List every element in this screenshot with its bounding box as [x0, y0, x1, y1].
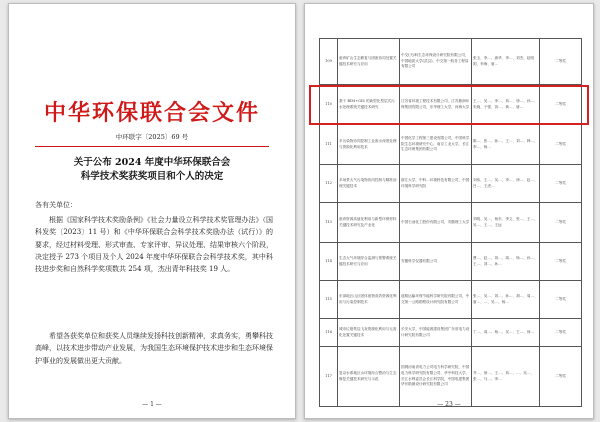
- award-level: 二等奖: [540, 243, 582, 281]
- document-page-right: [304, 3, 594, 419]
- organizations: 安徽科学仪器有限公司: [400, 243, 472, 281]
- contributors: 张玉、李…、唐华、李…、刘杰、赵明明、李海、唐…: [472, 39, 540, 85]
- project-name: 基于 BIM+GIS 的新型化型层式污水处理系统关键技术研究: [338, 85, 400, 125]
- organizations: 道路运输环保节能科学研究院有限公司，中交第一公路勘察设计研究院有限公司: [400, 281, 472, 319]
- contributors: 陈…、张…、孙…、王…、刘…、韩…、李…、杨…: [472, 125, 540, 165]
- row-number: 116: [320, 319, 338, 347]
- page-number-right: — 23 —: [437, 401, 461, 408]
- title-line-1: 关于公布 2024 年度中华环保联合会: [73, 157, 231, 168]
- contributors: 丁…、周…、杨…、吴…、王…、徐…: [472, 319, 540, 347]
- contributors: 张…、吴…、刘…、孙…、胡…、周…、唐…、…、吴…、杨…: [472, 281, 540, 319]
- row-number: 115: [320, 281, 338, 319]
- organizations: 长安大学，中国能源建设集团广东省电力设计研究院有限公司: [400, 319, 472, 347]
- project-name: 废弃资源高值化利用与新型环保材料关键技术研究及产业化: [338, 203, 400, 243]
- award-level: 二等奖: [540, 319, 582, 347]
- row-number: 109: [320, 39, 338, 85]
- award-level: 二等奖: [540, 203, 582, 243]
- row-number: 114: [320, 243, 338, 281]
- table-row: [320, 281, 582, 319]
- highlight-box: [309, 85, 589, 125]
- contributors: 齐…、徐…、王…、刘…、…、吴…、张…、马…、李…: [472, 347, 540, 407]
- row-number: 112: [320, 165, 338, 203]
- contributors: 刘明、吴…、杨东、李文、张…、王…、吴…、王…、王远: [472, 203, 540, 243]
- award-level: 二等奖: [540, 281, 582, 319]
- organizations: 江苏省环境工程技术有限公司，江苏鼎润环保集团有限公司，东华理工大学，河海大学: [400, 85, 472, 125]
- contributors: 曹…、赵…、刘…、周…、杨…、孙…、王…、刘…、孙…: [472, 243, 540, 281]
- title-line-2: 科学技术奖获奖项目和个人的决定: [80, 171, 224, 182]
- organizations: 国网河南省电力公司电力科学研究院，中国电力科学研究院有限公司，华中科技大学，长江水利委员会长江科学院，中国电建集团华东勘测设计研究院有限公司: [400, 347, 472, 407]
- document-number: 中环联字〔2025〕69 号: [115, 133, 189, 141]
- project-name: 生态大气环境综合监测与预警系统关键技术研究与应用: [338, 243, 400, 281]
- document-page-left: [8, 3, 296, 419]
- page-number-left: — 1 —: [142, 401, 162, 408]
- project-name: 城市垃圾焚烧飞灰资源化利用与无害化处置关键技术: [338, 319, 400, 347]
- document-title: [29, 156, 275, 184]
- table-row: [320, 165, 582, 203]
- award-level: 二等奖: [540, 85, 582, 125]
- contributors: 王…、吴…、李…、刘…、徐…、孙…、朱晓、于强、刘…、黄…、唐…: [472, 85, 540, 125]
- greeting: 各有关单位：: [35, 201, 77, 209]
- table-row: [320, 203, 582, 243]
- table-row: [320, 39, 582, 85]
- body-paragraph-1: 根据《国家科学技术奖励条例》《社会力量设立科学技术奖管理办法》（国科发奖〔2023〕11 号）和《中华环保联合会科学技术奖励办法（试行）》的要求，经过材料受理、形式审查、专家评审、异议处理、结果审核六个阶段，决定授予 273 个项目及个人 2024 年度中华环保联合会科学技术奖，其中科技进步奖和自然科学奖项数共 254 项，杰出青年科技奖 19 人。: [35, 216, 273, 274]
- body-paragraph-2: 希望各获奖单位和获奖人员继续发扬科技创新精神，求真务实，勇攀科技高峰，以技术进步带动产业发展，为我国生态环境保护技术进步和生态环境保护事业的发展做出更大贡献。: [35, 332, 273, 365]
- organizations: 浙江大学，中科…环境科技有限公司，中国环境科学研究院: [400, 165, 472, 203]
- project-name: 多场景大气污染物协同控制与精准治理关键技术: [338, 165, 400, 203]
- organizations: 中交(天津)生态环保设计研究院有限公司，中国地质大学(武汉)，中交第一航务工程局有限公司: [400, 39, 472, 85]
- award-level: 二等奖: [540, 125, 582, 165]
- table-row: [320, 125, 582, 165]
- table-row: [320, 347, 582, 407]
- organizations: 中国石油化工股份有限公司，安徽理工大学: [400, 203, 472, 243]
- organizations: 中国化学工程第三建设有限公司，中国科学院生态环境研究中心，南京工业大学，长江生态环保集团有限公司: [400, 125, 472, 165]
- red-divider: [35, 146, 269, 147]
- document-banner: 中华环保联合会文件: [43, 100, 260, 126]
- project-name: 废弃矿山生态修复与固废协同处置关键技术研究与应用: [338, 39, 400, 85]
- project-name: 多污染物协同控制工业废水深度处理与资源化利用技术: [338, 125, 400, 165]
- row-number: 113: [320, 203, 338, 243]
- row-number: 111: [320, 125, 338, 165]
- award-level: 二等奖: [540, 347, 582, 407]
- table-row: [320, 319, 582, 347]
- table-row: [320, 243, 582, 281]
- award-level: 二等奖: [540, 39, 582, 85]
- row-number: 110: [320, 85, 338, 125]
- award-level: 二等奖: [540, 165, 582, 203]
- project-name: 复杂水系地区水环境综合整治与生态修复关键技术研究与示范: [338, 347, 400, 407]
- row-number: 117: [320, 347, 338, 407]
- contributors: 刘伟、王…、吴…、李…、徐…、赵…、吕…、王虎…: [472, 165, 540, 203]
- project-name: 东部地区山区固体废物高效资源化利用与污染控制技术: [338, 281, 400, 319]
